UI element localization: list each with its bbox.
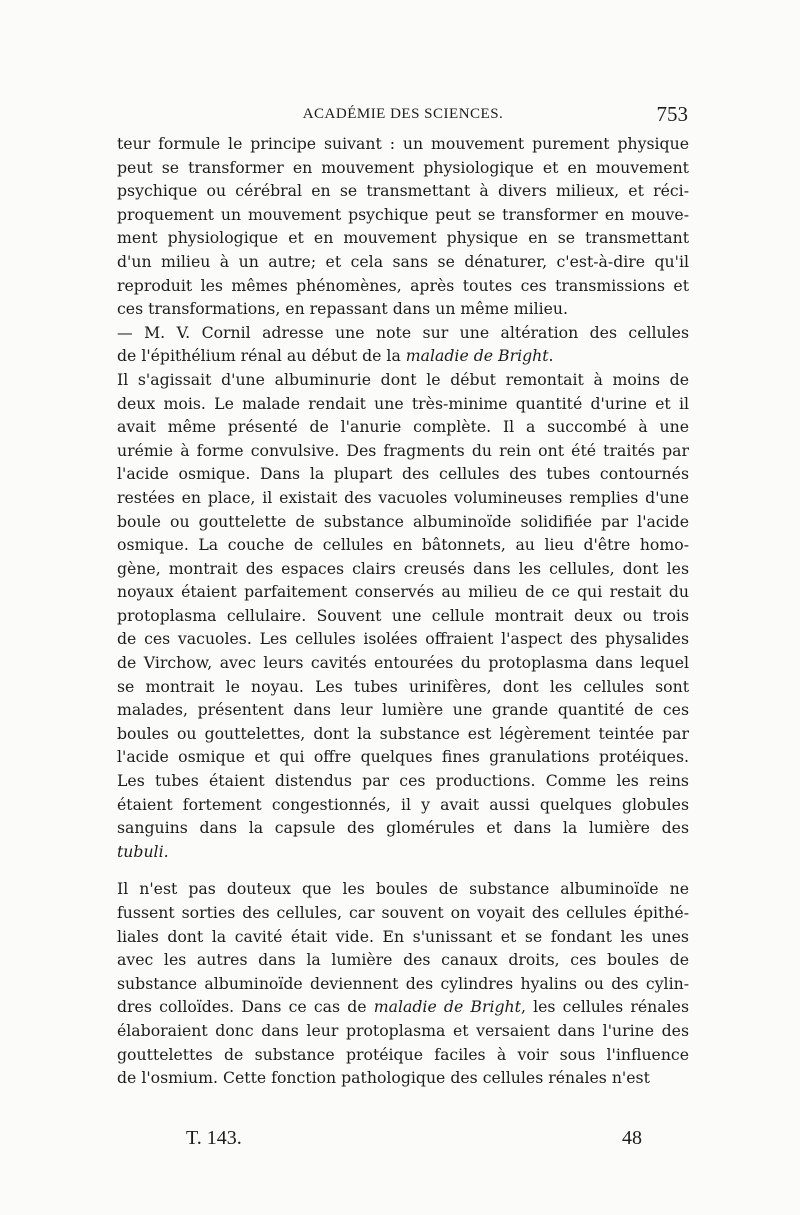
text-line: Les tubes étaient distendus par ces productions. Comme les reins — [117, 771, 689, 791]
paragraph — [117, 368, 689, 863]
volume-signature: T. 143. — [186, 1127, 242, 1149]
text-line: substance albuminoïde deviennent des cylindres hyalins ou des cylin- — [117, 973, 689, 993]
running-title: ACADÉMIE DES SCIENCES. — [302, 106, 504, 122]
text-line: de Virchow, avec leurs cavités entourées du protoplasma dans lequel — [117, 653, 689, 673]
text-line: ces transformations, en repassant dans un même milieu. — [117, 299, 569, 319]
text-line: noyaux étaient parfaitement conservés au milieu de ce qui restait du — [117, 582, 689, 602]
text-line: se montrait le noyau. Les tubes urinifères, dont les cellules sont — [117, 676, 689, 696]
text-line: de ces vacuoles. Les cellules isolées offraient l'aspect des physalides — [117, 629, 689, 649]
text-line: Il s'agissait d'une albuminurie dont le début remontait à moins de — [117, 369, 689, 389]
paragraph — [117, 321, 689, 368]
text-line: fussent sorties des cellules, car souvent on voyait des cellules épithé- — [117, 903, 689, 922]
text-line: avec les autres dans la lumière des canaux droits, ces boules de — [117, 950, 689, 970]
text-line: Il n'est pas douteux que les boules de substance albuminoïde ne — [117, 879, 689, 899]
text-line: tubuli. — [117, 841, 169, 861]
paragraph — [117, 877, 689, 1089]
text-line: — M. V. Cornil adresse une note sur une altération des cellules — [117, 322, 689, 342]
text-line: boule ou gouttelette de substance albuminoïde solidifiée par l'acide — [117, 511, 689, 531]
text-line: osmique. La couche de cellules en bâtonnets, au lieu d'être homo- — [117, 535, 689, 555]
text-line: boules ou gouttelettes, dont la substance est légèrement teintée par — [117, 723, 689, 743]
paragraph-gap — [117, 863, 689, 877]
running-head — [118, 102, 688, 128]
text-line: restées en place, il existait des vacuoles volumineuses remplies d'une — [117, 487, 689, 507]
footer — [186, 1127, 642, 1155]
paragraph — [117, 132, 689, 321]
body-text — [117, 132, 689, 1090]
text-line: sanguins dans la capsule des glomérules et dans la lumière des — [117, 818, 689, 838]
text-line: psychique ou cérébral en se transmettant à divers milieux, et réci- — [117, 181, 689, 201]
text-line: urémie à forme convulsive. Des fragments du rein ont été traités par — [117, 440, 689, 460]
page-number: 753 — [656, 102, 688, 126]
text-line: de l'osmium. Cette fonction pathologique des cellules rénales n'est — [117, 1068, 650, 1088]
text-line: d'un milieu à un autre; et cela sans se dénaturer, c'est-à-dire qu'il — [117, 251, 689, 271]
text-line: de l'épithélium rénal au début de la maladie de Bright. — [117, 346, 554, 366]
text-line: ment physiologique et en mouvement physique en se transmettant — [117, 228, 689, 248]
text-line: l'acide osmique. Dans la plupart des cellules des tubes contournés — [117, 464, 689, 484]
text-line: liales dont la cavité était vide. En s'unissant et se fondant les unes — [117, 926, 689, 946]
text-line: deux mois. Le malade rendait une très-minime quantité d'urine et il — [117, 393, 689, 413]
text-line: l'acide osmique et qui offre quelques fines granulations protéiques. — [117, 747, 689, 767]
text-line: peut se transformer en mouvement physiologique et en mouvement — [117, 157, 689, 177]
text-line: teur formule le principe suivant : un mouvement purement physique — [117, 134, 689, 153]
text-line: protoplasma cellulaire. Souvent une cellule montrait deux ou trois — [117, 605, 689, 625]
sheet-signature: 48 — [622, 1127, 642, 1149]
text-line: étaient fortement congestionnés, il y avait aussi quelques globules — [117, 794, 689, 814]
text-line: élaboraient donc dans leur protoplasma et versaient dans l'urine des — [117, 1020, 689, 1040]
text-line: malades, présentent dans leur lumière une grande quantité de ces — [117, 700, 689, 720]
text-line: reproduit les mêmes phénomènes, après toutes ces transmissions et — [117, 275, 689, 295]
text-line: dres colloïdes. Dans ce cas de maladie de Bright, les cellules rénales — [117, 997, 689, 1017]
text-line: gène, montrait des espaces clairs creusés dans les cellules, dont les — [117, 558, 689, 578]
text-line: avait même présenté de l'anurie complète. Il a succombé à une — [117, 417, 689, 437]
text-line: gouttelettes de substance protéique faciles à voir sous l'influence — [117, 1044, 689, 1064]
text-line: proquement un mouvement psychique peut se transformer en mouve- — [117, 204, 689, 224]
